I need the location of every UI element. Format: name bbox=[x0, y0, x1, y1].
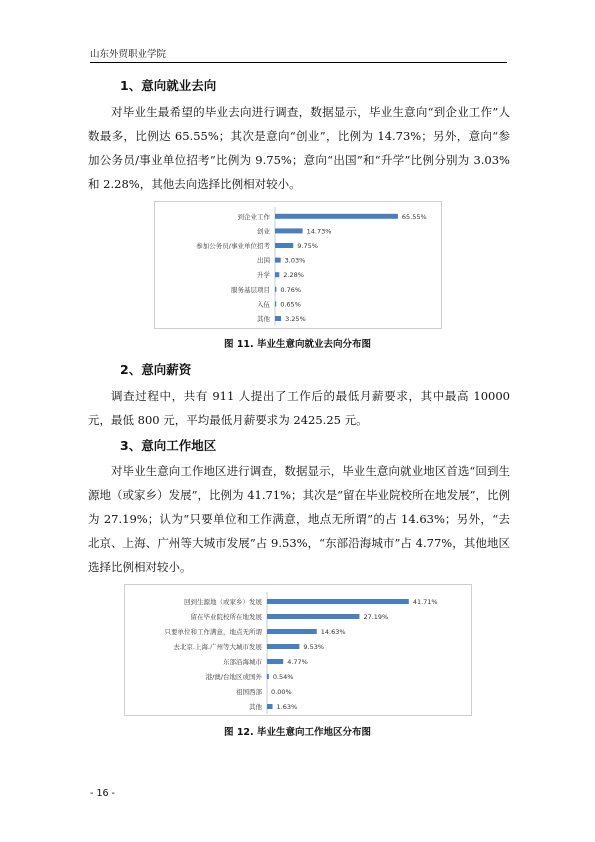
data-label: 41.71% bbox=[412, 598, 438, 606]
chart-bar bbox=[267, 659, 283, 664]
section-paragraph-2: 调查过程中，共有 911 人提出了工作后的最低月薪要求，其中最高 10000 元，最低 800 元，平均最低月薪要求为 2425.25 元。 bbox=[88, 389, 510, 427]
data-label: 14.63% bbox=[320, 628, 346, 636]
section-paragraph-1: 对毕业生最希望的毕业去向进行调查，数据显示，毕业生意向“到企业工作”人数最多，比例达 65.55%；其次是意向“创业”，比例为 14.73%；另外，意向“参加公务员/事业单位招考”比例为 9.75%；意向“出国”和“升学”比例分别为 3.03%和 2.28%，其他去向选择比例相对较小。 bbox=[88, 105, 510, 191]
chart-bar bbox=[267, 644, 299, 649]
chart-bar bbox=[267, 599, 409, 604]
data-label: 1.63% bbox=[276, 703, 298, 711]
data-label: 14.73% bbox=[306, 227, 332, 236]
chart-bar bbox=[275, 243, 293, 248]
category-label: 港/澳/台地区或国外 bbox=[205, 673, 262, 681]
figure-11-caption: 图 11. 毕业生意向就业去向分布图 bbox=[224, 339, 371, 350]
data-label: 2.28% bbox=[283, 271, 304, 280]
chart-bar bbox=[267, 614, 359, 619]
chart-bar bbox=[267, 629, 317, 634]
section-paragraph-3: 对毕业生意向工作地区进行调查，数据显示，毕业生意向就业地区首选“回到生源地（或家乡）发展”，比例为 41.71%；其次是“留在毕业院校所在地发展”，比例为 27.19%；认为“只要单位和工作满意，地点无所谓”的占 14.63%；另外，“去北京、上海、广州等大城市发展”占 9.53%，“东部沿海城市”占 4.77%，其他地区选择比例相对较小。 bbox=[88, 464, 510, 574]
data-label: 3.03% bbox=[284, 256, 306, 265]
category-label: 回到生源地（或家乡）发展 bbox=[184, 598, 262, 606]
chart-12-svg bbox=[125, 585, 471, 715]
category-label: 东部沿海城市 bbox=[223, 658, 262, 666]
data-label: 0.00% bbox=[271, 688, 292, 696]
category-label: 其他 bbox=[257, 315, 270, 323]
data-label: 4.77% bbox=[287, 658, 308, 666]
section-title-2: 2、意向薪资 bbox=[120, 362, 192, 377]
data-label: 3.25% bbox=[285, 315, 306, 323]
chart-bar bbox=[275, 301, 276, 306]
chart-bar bbox=[275, 214, 398, 219]
data-label: 0.65% bbox=[280, 300, 301, 309]
chart-bar bbox=[275, 272, 279, 277]
page-number: - 16 - bbox=[90, 788, 115, 799]
header-org: 山东外贸职业学院 bbox=[90, 49, 167, 60]
category-label: 留在毕业院校所在地发展 bbox=[190, 613, 262, 621]
page-header bbox=[90, 46, 507, 63]
category-label: 到企业工作 bbox=[237, 212, 270, 221]
chart-11-svg bbox=[155, 202, 441, 328]
chart-bar bbox=[275, 228, 303, 233]
chart-bar bbox=[267, 704, 273, 709]
section-title-1: 1、意向就业去向 bbox=[120, 78, 217, 93]
figure-12-chart bbox=[124, 584, 472, 716]
data-label: 9.53% bbox=[303, 643, 325, 651]
category-label: 参加公务员/事业单位招考 bbox=[196, 242, 270, 250]
category-label: 祖国西部 bbox=[236, 688, 262, 696]
data-label: 9.75% bbox=[297, 242, 318, 250]
category-label: 创业 bbox=[257, 227, 270, 236]
chart-bar bbox=[275, 316, 281, 321]
chart-bar bbox=[275, 287, 276, 292]
category-label: 服务基层项目 bbox=[231, 285, 270, 294]
data-label: 27.19% bbox=[363, 613, 389, 621]
data-label: 0.54% bbox=[272, 673, 294, 681]
section-title-3: 3、意向工作地区 bbox=[120, 438, 217, 453]
category-label: 出国 bbox=[257, 256, 270, 265]
chart-bar bbox=[267, 674, 269, 679]
category-label: 升学 bbox=[257, 271, 270, 280]
category-label: 其他 bbox=[249, 703, 262, 711]
category-label: 入伍 bbox=[257, 300, 270, 309]
data-label: 65.55% bbox=[401, 212, 427, 221]
category-label: 去北京.上海.广州等大城市发展 bbox=[173, 643, 262, 651]
figure-12-caption: 图 12. 毕业生意向工作地区分布图 bbox=[224, 727, 371, 738]
chart-bar bbox=[275, 258, 281, 263]
data-label: 0.76% bbox=[280, 285, 302, 294]
figure-11-chart bbox=[154, 201, 442, 329]
category-label: 只要单位和工作满意，地点无所谓 bbox=[164, 628, 262, 636]
